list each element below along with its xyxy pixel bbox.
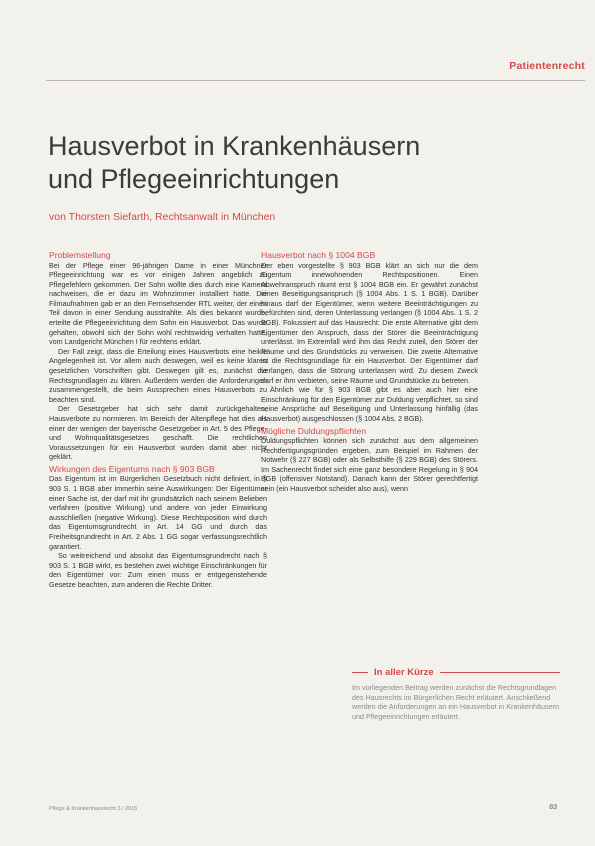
paragraph: Der eben vorgestellte § 903 BGB klärt an sich nur die dem Eigentum innewohnenden Rechtspositionen. Einen Abwehranspruch räumt erst § 1004 BGB ein. Er gewährt zunächst einen Beseitigungsanspruch (§ 1004 Abs. 1 S. 1 BGB). Darüber hinaus darf der Eigentümer, wenn weitere Beeinträchtigungen zu befürchten sind, deren Unterlassung verlangen (§ 1004 Abs. 1 S. 2 BGB). Fokussiert auf das Hausrecht: Die erste Alternative gibt dem Eigentümer den Anspruch, dass der Störer die Beeinträchtigung unterlässt. Im Extremfall wird ihm das Recht zuteil, den Störer der Räume und des Grundstücks zu verweisen. Die zweite Alternative ist die Rechtsgrundlage für ein Hausverbot. Der Eigentümer darf verlangen, dass die Störung unterlassen wird. Zu diesem Zweck darf er ihm verbieten, seine Räume und Grundstücke zu betreten. xyxy=(261,260,478,385)
paragraph: Bei der Pflege einer 96-jährigen Dame in einer Münchner Pflegeeinrichtung war es vor einigen Jahren angeblich zu Pflegefehlern gekommen. Der Sohn wollte dies durch eine Kamera nachweisen, die er dazu im Wohnzimmer installiert hatte. Die Filmaufnahmen gab er an den Fernsehsender RTL weiter, der einen Teil davon in einer Sendung ausstrahlte. Als dies bekannt wurde, erteilte die Pflegeeinrichtung dem Sohn ein Hausverbot. Das wurde gehalten, obwohl sich der Sohn wohl rechtswidrig verhalten hatte, vom Landgericht München I für rechtens erklärt. xyxy=(49,260,267,347)
paragraph: Der Gesetzgeber hat sich sehr damit zurückgehalten, Hausverbote zu normieren. Im Bereich der Altenpflege hat dies als einer der wenigen der bayerische Gesetzgeber in Art. 5 des Pflege- und Wohnqualitätsgesetzes geschafft. Die rechtlichen Voraussetzungen für ein Hausverbot wurden damit aber nicht geklärt. xyxy=(49,404,267,462)
paragraph: Ähnlich wie für § 903 BGB gibt es aber auch hier eine Einschränkung für den Eigentümer zur Duldung verpflichtet, so sind seine Ansprüche auf Beseitigung und Unterlassung hinfällig (das Hausverbot) ausgeschlossen (§ 1004 Abs. 2 BGB). xyxy=(261,385,478,423)
right-column xyxy=(261,250,478,494)
summary-heading: In aller Kürze xyxy=(374,667,434,678)
left-column xyxy=(49,250,267,590)
section-label: Patientenrecht xyxy=(509,60,585,72)
footer-journal: Pflege & Krankenhausrecht 3 / 2015 xyxy=(49,806,138,812)
summary-rule-left xyxy=(352,672,368,673)
summary-header xyxy=(352,667,560,678)
summary-rule-right xyxy=(440,672,560,673)
header-rule xyxy=(46,80,585,81)
summary-text: Im vorliegenden Beitrag werden zunächst die Rechtsgrundlagen des Hausrechts im Bürgerlichen Recht erläutert. Anschließend werden die Anforderungen an ein Hausverbot in Krankenhäusern und Pflegeeinrichtungen erläutert. xyxy=(352,683,559,721)
paragraph: Duldungspflichten können sich zunächst aus dem allgemeinen Rechtfertigungsgründen ergeben, zum Beispiel im Rahmen der Notwehr (§ 227 BGB) oder als Selbsthilfe (§ 229 BGB) des Störers. Im Sachenrecht findet sich eine ganz besondere Regelung in § 904 BGB (offensiver Notstand). Danach kann der Störer gerechtfertigt sein (ein Hausverbot scheidet also aus), wenn xyxy=(261,436,478,494)
heading-duldungspflichten: Mögliche Duldungspflichten xyxy=(261,425,367,436)
article-title xyxy=(48,130,548,196)
summary-box xyxy=(352,667,560,721)
page-number: 83 xyxy=(549,804,557,811)
article-title-line1: Hausverbot in Krankenhäusern xyxy=(48,131,421,161)
heading-wirkungen: Wirkungen des Eigentums nach § 903 BGB xyxy=(49,463,215,474)
heading-problemstellung: Problemstellung xyxy=(49,250,111,260)
article-byline: von Thorsten Siefarth, Rechtsanwalt in München xyxy=(49,211,276,223)
paragraph: So weitreichend und absolut das Eigentumsgrundrecht nach § 903 S. 1 BGB wirkt, es bestehen zwei wichtige Einschränkungen für den Eigentümer vor: Zum einen muss er entgegenstehende Gesetze beachten, zum anderen die Rechte Dritter. xyxy=(49,551,267,589)
paragraph: Das Eigentum ist im Bürgerlichen Gesetzbuch nicht definiert, in § 903 S. 1 BGB aber immerhin seine Auswirkungen: Der Eigentümer einer Sache ist, der darf mit ihr grundsätzlich nach seinem Belieben verfahren (positive Wirkung) und andere von jeder Einwirkung ausschließen (negative Wirkung). Diese Rechtsposition wird durch das Eigentumsgrundrecht in Art. 14 GG und durch das Freiheitsgrundrecht in Art. 2 Abs. 1 GG sogar verfassungsrechtlich garantiert. xyxy=(49,474,267,551)
paragraph: Der Fall zeigt, dass die Erteilung eines Hausverbots eine heikle Angelegenheit ist. Vor allem auch deswegen, weil es keine klaren gesetzlichen Vorschriften gibt. Deswegen gilt es, zunächst die Rechtsgrundlagen zu klären. Außerdem werden die Anforderungen zusammengestellt, die beim Aussprechen eines Hausverbots zu beachten sind. xyxy=(49,346,267,404)
article-title-line2: und Pflegeeinrichtungen xyxy=(48,164,340,194)
heading-hausverbot: Hausverbot nach § 1004 BGB xyxy=(261,250,376,260)
